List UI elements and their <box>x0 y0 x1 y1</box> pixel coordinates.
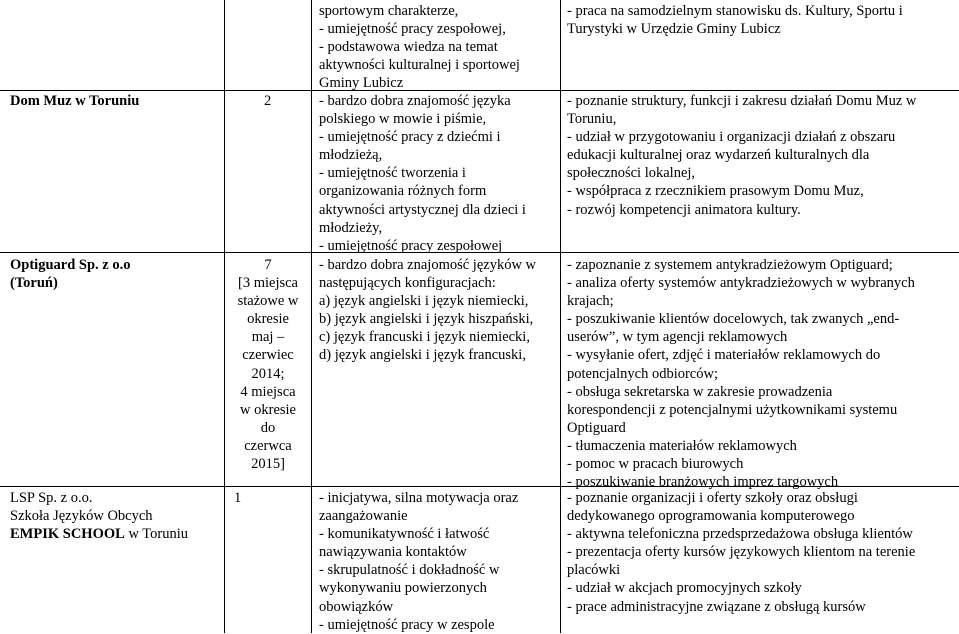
text-line: - udział w akcjach promocyjnych szkoły <box>567 580 802 597</box>
text-line: w okresie <box>240 401 296 418</box>
text-line: sportowym charakterze, <box>319 3 459 19</box>
row2-tasks <box>567 256 915 491</box>
text-line: - poznanie struktury, funkcji i zakresu działań Domu Muz w <box>567 93 917 109</box>
text-line: młodzieży, <box>319 219 383 236</box>
text-line: - umiejętność pracy w zespole <box>319 616 495 633</box>
row0-requirements <box>319 2 520 92</box>
row3-name <box>10 489 188 543</box>
text-line: - umiejętność pracy zespołowej <box>319 237 503 254</box>
text-line: - udział w przygotowaniu i organizacji działań z obszaru <box>567 129 896 146</box>
text-line: - komunikatywność i łatwość <box>319 526 490 543</box>
text-line: okresie <box>247 311 289 328</box>
text-line: - obsługa sekretarska w zakresie prowadzenia <box>567 383 833 400</box>
row1-tasks <box>567 92 916 219</box>
column-divider-1 <box>224 0 225 633</box>
text-line: - aktywna telefoniczna przedsprzedażowa obsługa klientów <box>567 526 913 543</box>
text-line: - pomoc w pracach biurowych <box>567 456 744 473</box>
text-line: maj – <box>251 329 285 346</box>
text-line: społeczności lokalnej, <box>567 165 696 182</box>
text-line: stażowe w <box>237 293 299 310</box>
row2-requirements <box>319 256 536 365</box>
text-line: potencjalnych odbiorców; <box>567 365 718 382</box>
text-line: a) język angielski i język niemiecki, <box>319 293 529 310</box>
text-line: - podstawowa wiedza na temat <box>319 39 498 56</box>
text-line: edukacji kulturalnej oraz wydarzeń kulturalnych dla <box>567 147 870 164</box>
text-line: - analiza oferty systemów antykradzieżowych w wybranych <box>567 275 915 292</box>
institution-location: (Toruń) <box>10 275 58 292</box>
text-line: - skrupulatność i dokładność w <box>319 562 500 579</box>
text-line: Optiguard <box>567 419 626 436</box>
text-line: b) język angielski i język hiszpański, <box>319 311 534 328</box>
text-line: - współpraca z rzecznikiem prasowym Domu Muz, <box>567 183 864 200</box>
row0-tasks <box>567 2 903 38</box>
text-line: userów”, w tym agencji reklamowych <box>567 329 788 346</box>
text-line: wykonywaniu powierzonych <box>319 580 487 597</box>
brand-name: EMPIK SCHOOL <box>10 526 125 543</box>
branch-location: w Toruniu <box>124 526 188 543</box>
text-line: Toruniu, <box>567 111 617 128</box>
text-line: Gminy Lubicz <box>319 75 404 92</box>
placement-count: 2 <box>264 93 272 109</box>
text-line: - umiejętność pracy zespołowej, <box>319 21 506 38</box>
text-line: korespondencji z potencjalnymi użytkownikami systemu <box>567 401 898 418</box>
row1-count <box>264 92 271 110</box>
text-line: d) język angielski i język francuski, <box>319 347 526 364</box>
text-line: - praca na samodzielnym stanowisku ds. Kultury, Sportu i <box>567 3 903 19</box>
text-line: - umiejętność tworzenia i <box>319 165 466 182</box>
text-line: nawiązywania kontaktów <box>319 544 467 561</box>
text-line: - poznanie organizacji i oferty szkoły oraz obsługi <box>567 490 858 506</box>
text-line: 2015] <box>251 456 285 473</box>
text-line: aktywności artystycznej dla dzieci i <box>319 201 526 218</box>
text-line: do <box>260 419 276 436</box>
row3-tasks <box>567 489 915 616</box>
text-line: - poszukiwanie klientów docelowych, tak zwanych „end- <box>567 311 900 328</box>
row2-name <box>10 256 130 292</box>
row2-count <box>228 256 308 473</box>
placement-count: 7 <box>264 257 272 273</box>
text-line: [3 miejsca <box>238 275 298 292</box>
column-divider-3 <box>560 0 561 633</box>
text-line: organizowania różnych form <box>319 183 487 200</box>
text-line: - prezentacja oferty kursów językowych klientom na terenie <box>567 544 916 561</box>
text-line: - umiejętność pracy z dziećmi i <box>319 129 501 146</box>
text-line: c) język francuski i język niemiecki, <box>319 329 530 346</box>
text-line: placówki <box>567 562 621 579</box>
text-line: - poszukiwanie branżowych imprez targowych <box>567 474 839 491</box>
text-line: Turystyki w Urzędzie Gminy Lubicz <box>567 21 781 38</box>
text-line: czerwiec <box>242 347 294 364</box>
text-line: czerwca <box>244 437 292 454</box>
text-line: - zapoznanie z systemem antykradzieżowym Optiguard; <box>567 257 893 273</box>
row1-name <box>10 92 139 110</box>
row3-count <box>234 489 241 507</box>
institution-branch <box>10 525 188 543</box>
text-line: krajach; <box>567 293 614 310</box>
row1-requirements <box>319 92 526 255</box>
placement-count: 1 <box>234 490 242 506</box>
text-line: - inicjatywa, silna motywacja oraz <box>319 490 519 506</box>
text-line: następujących konfiguracjach: <box>319 275 496 292</box>
text-line: - rozwój kompetencji animatora kultury. <box>567 201 801 218</box>
text-line: młodzieżą, <box>319 147 383 164</box>
row3-requirements <box>319 489 518 634</box>
column-divider-2 <box>311 0 312 633</box>
text-line: - tłumaczenia materiałów reklamowych <box>567 437 797 454</box>
text-line: polskiego w mowie i piśmie, <box>319 111 487 128</box>
institution-name: Dom Muz w Toruniu <box>10 93 140 109</box>
text-line: 2014; <box>251 365 285 382</box>
text-line: zaangażowanie <box>319 508 408 525</box>
text-line: - prace administracyjne związane z obsługą kursów <box>567 598 866 615</box>
text-line: aktywności kulturalnej i sportowej <box>319 57 520 74</box>
institution-subname: Szkoła Języków Obcych <box>10 508 153 525</box>
text-line: 4 miejsca <box>240 383 296 400</box>
text-line: - bardzo dobra znajomość języków w <box>319 257 537 273</box>
text-line: - wysyłanie ofert, zdjęć i materiałów reklamowych do <box>567 347 881 364</box>
text-line: obowiązków <box>319 598 394 615</box>
text-line: dedykowanego oprogramowania komputerowego <box>567 508 855 525</box>
institution-name: Optiguard Sp. z o.o <box>10 257 131 273</box>
text-line: - bardzo dobra znajomość języka <box>319 93 511 109</box>
institution-name: LSP Sp. z o.o. <box>10 490 93 506</box>
